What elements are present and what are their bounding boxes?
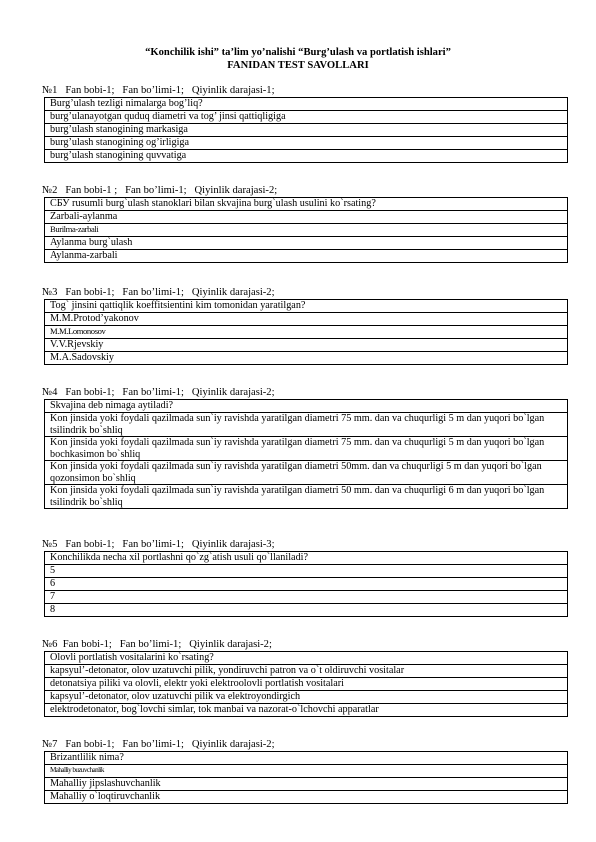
question-header: №3 Fan bobi-1; Fan bo’limi-1; Qiyinlik darajasi-2; <box>42 287 275 298</box>
answer-option: Kon jinsida yoki foydali qazilmada sun`iy ravishda yaratilgan diametri 50mm. dan va chuqurligi 5 m dan yuqori bo`lgan qozonsimon bo`shliq <box>45 461 568 485</box>
answer-option: V.V.Rjevskiy <box>45 339 568 352</box>
question-table <box>44 551 568 617</box>
answer-option: 5 <box>45 565 568 578</box>
question-header: №5 Fan bobi-1; Fan bo’limi-1; Qiyinlik darajasi-3; <box>42 539 275 550</box>
answer-option: Burilma-zarbali <box>45 224 568 237</box>
answer-option: Zarbali-aylanma <box>45 211 568 224</box>
answer-option: elektrodetonator, bog`lovchi simlar, tok manbai va nazorat-o`lchovchi apparatlar <box>45 704 568 717</box>
question-header: №2 Fan bobi-1 ; Fan bo’limi-1; Qiyinlik darajasi-2; <box>42 185 278 196</box>
answer-option: burg’ulash stanogining og’irligiga <box>45 137 568 150</box>
answer-option: 8 <box>45 604 568 617</box>
answer-option: burg’ulanayotgan quduq diametri va tog’ jinsi qattiqligiga <box>45 111 568 124</box>
question-table <box>44 399 568 509</box>
answer-option: detonatsiya piliki va olovli, elektr yoki elektroolovli portlatish vositalari <box>45 678 568 691</box>
answer-option: burg’ulash stanogining quvvatiga <box>45 150 568 163</box>
question-block-6 <box>42 638 566 717</box>
question-text: Burg’ulash tezligi nimalarga bog’liq? <box>45 98 568 111</box>
answer-option: kapsyul’-detonator, olov uzatuvchi pilik, yondiruvchi patron va o`t oldiruvchi vositalar <box>45 665 568 678</box>
answer-option: Kon jinsida yoki foydali qazilmada sun`iy ravishda yaratilgan diametri 50 mm. dan va chuqurligi 6 m dan yuqori bo`lgan tsilindrik bo`shliq <box>45 485 568 509</box>
answer-option: burg’ulash stanogining markasiga <box>45 124 568 137</box>
answer-option: Aylanma burg`ulash <box>45 237 568 250</box>
question-block-4 <box>42 386 566 509</box>
question-table <box>44 299 568 365</box>
question-text: Konchilikda necha xil portlashni qo`zg`atish usuli qo`llaniladi? <box>45 552 568 565</box>
answer-option: kapsyul’-detonator, olov uzatuvchi pilik va elektroyondirgich <box>45 691 568 704</box>
document-title-line1: “Konchilik ishi” ta’lim yo’nalishi “Burg’ulash va portlatish ishlari” <box>145 47 451 58</box>
question-block-2 <box>42 184 566 263</box>
question-table <box>44 97 568 163</box>
question-text: Tog` jinsini qattiqlik koeffitsientini kim tomonidan yaratilgan? <box>45 300 568 313</box>
question-block-5 <box>42 538 566 617</box>
answer-option: M.M.Protod’yakonov <box>45 313 568 326</box>
answer-option: M.M.Lomonosov <box>45 326 568 339</box>
answer-option: Mahalliy buzuvchanlik <box>45 765 568 778</box>
answer-option: Mahalliy o`loqtiruvchanlik <box>45 791 568 804</box>
answer-option: 6 <box>45 578 568 591</box>
question-block-1 <box>42 84 566 163</box>
document-title-line2: FANIDAN TEST SAVOLLARI <box>227 60 369 71</box>
question-header: №1 Fan bobi-1; Fan bo’limi-1; Qiyinlik darajasi-1; <box>42 85 275 96</box>
answer-option: Kon jinsida yoki foydali qazilmada sun`iy ravishda yaratilgan diametri 75 mm. dan va chuqurligi 5 m dan yuqori bo`lgan bochkasimon bo`shliq <box>45 437 568 461</box>
answer-option: Mahalliy jipslashuvchanlik <box>45 778 568 791</box>
question-header: №7 Fan bobi-1; Fan bo’limi-1; Qiyinlik darajasi-2; <box>42 739 275 750</box>
question-block-7 <box>42 738 566 804</box>
answer-option: Aylanma-zarbali <box>45 250 568 263</box>
question-text: Olovli portlatish vositalarini ko`rsating? <box>45 652 568 665</box>
question-table <box>44 651 568 717</box>
question-table <box>44 197 568 263</box>
question-header: №4 Fan bobi-1; Fan bo’limi-1; Qiyinlik darajasi-2; <box>42 387 275 398</box>
answer-option: 7 <box>45 591 568 604</box>
question-header: №6 Fan bobi-1; Fan bo’limi-1; Qiyinlik darajasi-2; <box>42 639 272 650</box>
question-table <box>44 751 568 804</box>
question-block-3 <box>42 286 566 365</box>
answer-option: M.A.Sadovskiy <box>45 352 568 365</box>
question-text: Skvajina deb nimaga aytiladi? <box>45 400 568 413</box>
answer-option: Kon jinsida yoki foydali qazilmada sun`iy ravishda yaratilgan diametri 75 mm. dan va chuqurligi 5 m dan yuqori bo`lgan tsilindrik bo`shliq <box>45 413 568 437</box>
question-text: СБУ rusumli burg`ulash stanoklari bilan skvajina burg`ulash usulini ko`rsating? <box>45 198 568 211</box>
question-text: Brizantlilik nima? <box>45 752 568 765</box>
